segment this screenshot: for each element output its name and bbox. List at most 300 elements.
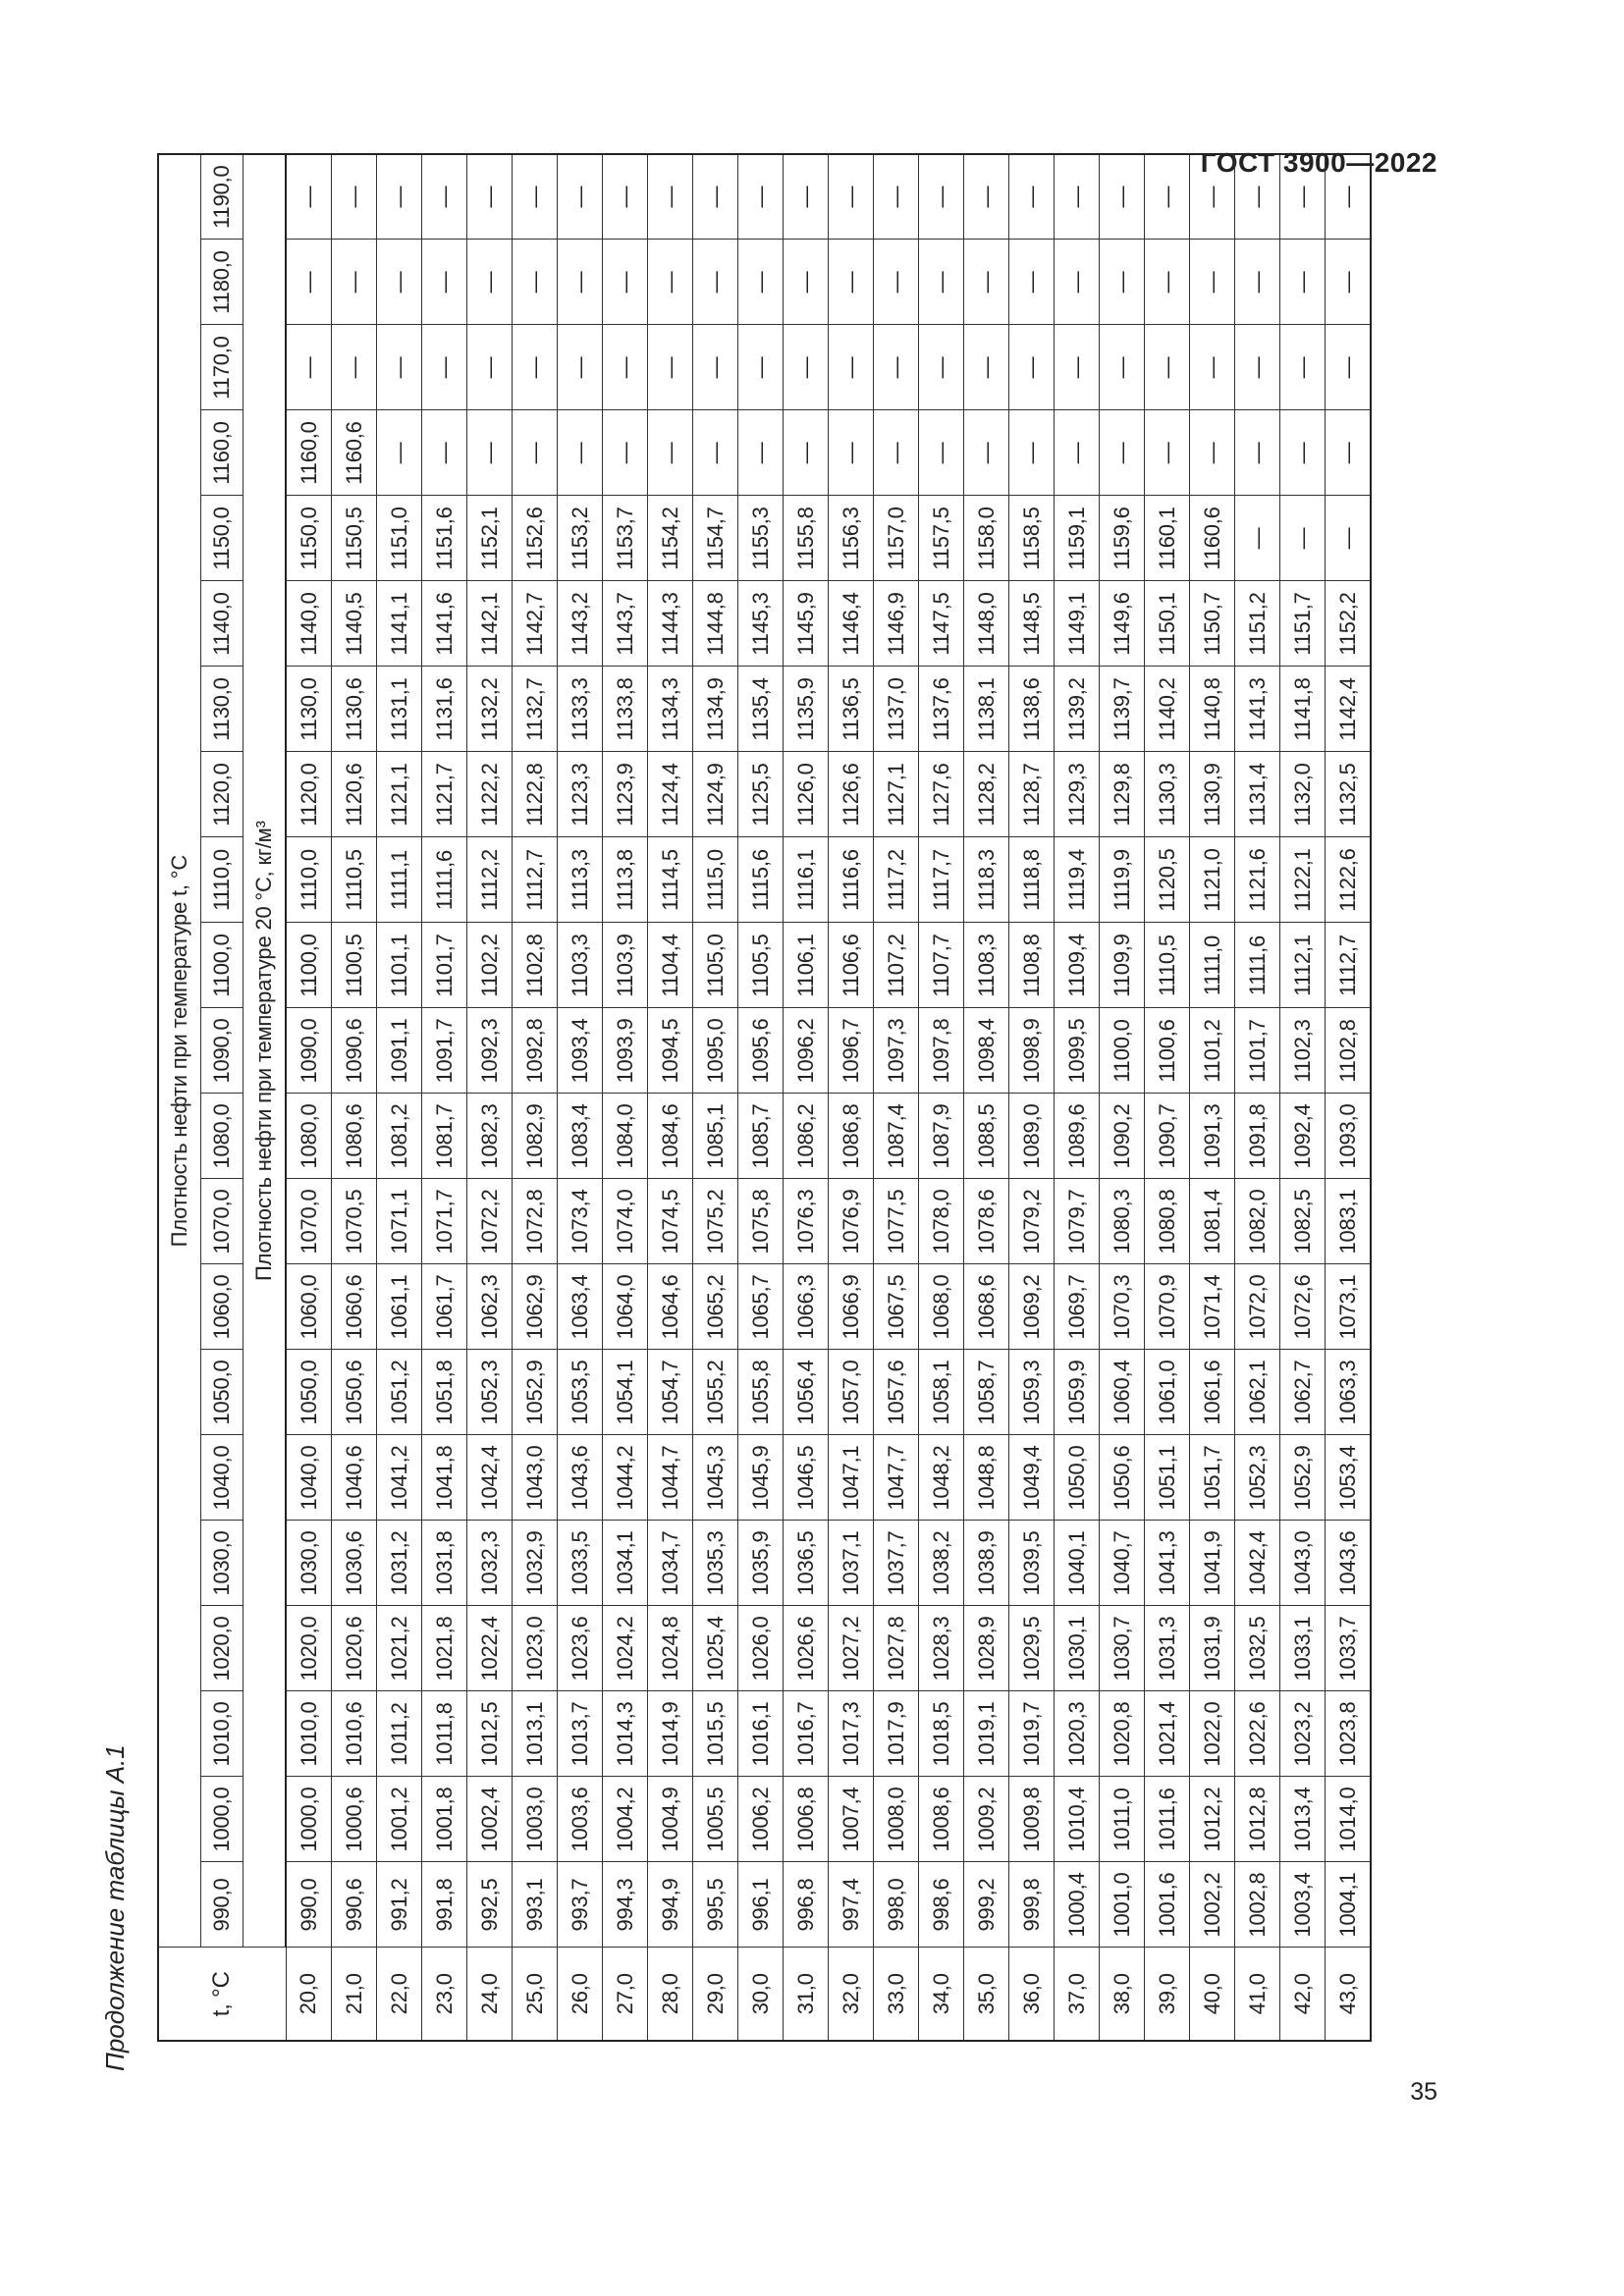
density-cell: 1106,6 <box>829 923 874 1008</box>
density-cell: — <box>422 154 467 240</box>
density-cell: 1153,7 <box>603 496 648 581</box>
density-cell: 1040,7 <box>1100 1521 1145 1606</box>
density-cell: 1063,4 <box>558 1264 603 1350</box>
density-cell: — <box>377 410 422 496</box>
density-cell: 1138,1 <box>964 667 1009 752</box>
density-cell: 1116,1 <box>784 837 829 923</box>
density-cell: — <box>919 240 964 325</box>
density-cell: 1070,3 <box>1100 1264 1145 1350</box>
density-cell: 1013,1 <box>513 1691 558 1777</box>
density-cell: 1079,2 <box>1009 1179 1055 1264</box>
density-cell: — <box>1235 240 1280 325</box>
density-cell: 1134,9 <box>693 667 738 752</box>
density-cell: 1141,6 <box>422 581 467 667</box>
density-cell: 1062,9 <box>513 1264 558 1350</box>
density-column-header: 1010,0 <box>201 1691 244 1777</box>
density-cell: 1151,7 <box>1280 581 1326 667</box>
density-cell: 1040,1 <box>1055 1521 1100 1606</box>
density-cell: — <box>286 154 332 240</box>
density-cell: — <box>1055 154 1100 240</box>
density-cell: 1139,2 <box>1055 667 1100 752</box>
density-cell: 1150,1 <box>1145 581 1190 667</box>
density-cell: — <box>648 410 693 496</box>
density-cell: — <box>1235 496 1280 581</box>
density-cell: — <box>1326 496 1372 581</box>
density-cell: — <box>1009 325 1055 410</box>
density-cell: 1059,9 <box>1055 1350 1100 1435</box>
density-cell: 1105,5 <box>738 923 784 1008</box>
density-cell: 1154,7 <box>693 496 738 581</box>
density-cell: — <box>784 410 829 496</box>
density-cell: 1023,2 <box>1280 1691 1326 1777</box>
density-cell: — <box>558 240 603 325</box>
density-cell: — <box>919 154 964 240</box>
density-cell: 1127,1 <box>874 752 919 837</box>
density-cell: 1041,8 <box>422 1435 467 1521</box>
density-cell: 1015,5 <box>693 1691 738 1777</box>
density-cell: — <box>964 325 1009 410</box>
density-cell: — <box>1280 496 1326 581</box>
density-cell: 1031,2 <box>377 1521 422 1606</box>
density-cell: 1023,0 <box>513 1606 558 1691</box>
density-cell: 1021,4 <box>1145 1691 1190 1777</box>
density-cell: 1121,1 <box>377 752 422 837</box>
density-cell: 1061,0 <box>1145 1350 1190 1435</box>
table-row <box>738 154 784 2041</box>
density-cell: 1041,2 <box>377 1435 422 1521</box>
density-cell: 1082,5 <box>1280 1179 1326 1264</box>
density-cell: 1123,3 <box>558 752 603 837</box>
density-cell: 1104,4 <box>648 923 693 1008</box>
density-cell: 1062,1 <box>1235 1350 1280 1435</box>
density-column-header: 1070,0 <box>201 1179 244 1264</box>
density-cell: 1157,5 <box>919 496 964 581</box>
density-cell: — <box>648 325 693 410</box>
density-cell: 1037,1 <box>829 1521 874 1606</box>
density-cell: 1062,7 <box>1280 1350 1326 1435</box>
density-cell: 1012,8 <box>1235 1777 1280 1862</box>
density-cell: 1028,3 <box>919 1606 964 1691</box>
density-cell: 1066,3 <box>784 1264 829 1350</box>
table-row <box>784 154 829 2041</box>
density-cell: 1041,3 <box>1145 1521 1190 1606</box>
density-cell: 1157,0 <box>874 496 919 581</box>
density-cell: 1137,0 <box>874 667 919 752</box>
density-cell: 1049,4 <box>1009 1435 1055 1521</box>
density-column-header: 1090,0 <box>201 1008 244 1094</box>
density-cell: 1146,9 <box>874 581 919 667</box>
density-cell: 1010,6 <box>332 1691 377 1777</box>
density-cell: 1106,1 <box>784 923 829 1008</box>
density-cell: 1010,4 <box>1055 1777 1100 1862</box>
density-cell: — <box>1055 240 1100 325</box>
density-cell: 1076,9 <box>829 1179 874 1264</box>
density-cell: 1110,5 <box>1145 923 1190 1008</box>
density-cell: 1093,0 <box>1326 1094 1372 1179</box>
density-cell: — <box>738 410 784 496</box>
density-cell: 1113,3 <box>558 837 603 923</box>
density-cell: 998,6 <box>919 1862 964 1948</box>
table-row <box>874 154 919 2041</box>
table-row <box>1145 154 1190 2041</box>
density-cell: 1137,6 <box>919 667 964 752</box>
density-cell: 1121,0 <box>1190 837 1235 923</box>
density-cell: — <box>332 325 377 410</box>
density-cell: — <box>829 154 874 240</box>
density-cell: 1051,8 <box>422 1350 467 1435</box>
density-cell: 1043,6 <box>558 1435 603 1521</box>
density-cell: 1020,0 <box>286 1606 332 1691</box>
density-cell: 1075,2 <box>693 1179 738 1264</box>
temperature-cell: 38,0 <box>1100 1948 1145 2041</box>
density-cell: — <box>1145 410 1190 496</box>
density-cell: 1117,7 <box>919 837 964 923</box>
density-cell: 996,8 <box>784 1862 829 1948</box>
density-cell: 1141,1 <box>377 581 422 667</box>
density-cell: 1002,2 <box>1190 1862 1235 1948</box>
density-cell: — <box>286 240 332 325</box>
density-cell: 1128,7 <box>1009 752 1055 837</box>
density-cell: 1118,8 <box>1009 837 1055 923</box>
density-cell: 1008,6 <box>919 1777 964 1862</box>
temperature-cell: 21,0 <box>332 1948 377 2041</box>
density-column-header-row <box>201 154 244 2041</box>
density-cell: 1046,5 <box>784 1435 829 1521</box>
density-cell: 1030,0 <box>286 1521 332 1606</box>
density-cell: 1053,4 <box>1326 1435 1372 1521</box>
density-cell: 1102,2 <box>467 923 513 1008</box>
density-cell: 1108,3 <box>964 923 1009 1008</box>
density-cell: 1050,6 <box>1100 1435 1145 1521</box>
density-cell: — <box>332 154 377 240</box>
density-cell: 1034,7 <box>648 1521 693 1606</box>
density-cell: 992,5 <box>467 1862 513 1948</box>
density-cell: 1071,7 <box>422 1179 467 1264</box>
density-cell: 1110,0 <box>286 837 332 923</box>
density-cell: 1112,1 <box>1280 923 1326 1008</box>
density-cell: 1000,0 <box>286 1777 332 1862</box>
density-cell: — <box>1145 325 1190 410</box>
density-cell: 1011,8 <box>422 1691 467 1777</box>
table-row <box>422 154 467 2041</box>
density-cell: 1001,6 <box>1145 1862 1190 1948</box>
density-cell: 1142,1 <box>467 581 513 667</box>
t-column-header: t, °C <box>158 1948 286 2041</box>
density-cell: 1041,9 <box>1190 1521 1235 1606</box>
density-cell: — <box>467 240 513 325</box>
density-cell: 1070,5 <box>332 1179 377 1264</box>
density-cell: — <box>1145 240 1190 325</box>
density-cell: — <box>784 154 829 240</box>
density-cell: 1042,4 <box>1235 1521 1280 1606</box>
density-cell: 1098,9 <box>1009 1008 1055 1094</box>
density-cell: — <box>829 240 874 325</box>
density-cell: 1058,1 <box>919 1350 964 1435</box>
density-cell: 990,6 <box>332 1862 377 1948</box>
density-cell: — <box>1190 154 1235 240</box>
density-cell: 1080,3 <box>1100 1179 1145 1264</box>
density-cell: 997,4 <box>829 1862 874 1948</box>
density-cell: 1159,1 <box>1055 496 1100 581</box>
density-cell: 1023,8 <box>1326 1691 1372 1777</box>
density-cell: 1018,5 <box>919 1691 964 1777</box>
temperature-cell: 33,0 <box>874 1948 919 2041</box>
document-code: ГОСТ 3900—2022 <box>1200 147 1437 178</box>
density-cell: 1044,7 <box>648 1435 693 1521</box>
density-cell: 1122,8 <box>513 752 558 837</box>
density-cell: 1081,7 <box>422 1094 467 1179</box>
density-cell: 1091,3 <box>1190 1094 1235 1179</box>
density-cell: 999,2 <box>964 1862 1009 1948</box>
density-cell: 1009,2 <box>964 1777 1009 1862</box>
density-cell: — <box>1326 325 1372 410</box>
table-row <box>377 154 422 2041</box>
temperature-cell: 41,0 <box>1235 1948 1280 2041</box>
density-cell: — <box>648 154 693 240</box>
density-cell: 1114,5 <box>648 837 693 923</box>
density-cell: 1092,3 <box>467 1008 513 1094</box>
density-cell: 1122,1 <box>1280 837 1326 923</box>
density-cell: — <box>829 410 874 496</box>
density-cell: 1021,8 <box>422 1606 467 1691</box>
density-cell: 1050,0 <box>1055 1435 1100 1521</box>
density-cell: 1001,2 <box>377 1777 422 1862</box>
density-cell: 1096,7 <box>829 1008 874 1094</box>
density-cell: — <box>964 240 1009 325</box>
density-cell: 1022,0 <box>1190 1691 1235 1777</box>
density-cell: 1122,2 <box>467 752 513 837</box>
density-cell: 1002,4 <box>467 1777 513 1862</box>
density-cell: 1090,2 <box>1100 1094 1145 1179</box>
density-cell: 1043,0 <box>1280 1521 1326 1606</box>
density-cell: 1038,2 <box>919 1521 964 1606</box>
table-row <box>1280 154 1326 2041</box>
table-row <box>1009 154 1055 2041</box>
density-cell: — <box>422 410 467 496</box>
density-cell: 1031,9 <box>1190 1606 1235 1691</box>
density-cell: 1004,1 <box>1326 1862 1372 1948</box>
density-cell: 1156,3 <box>829 496 874 581</box>
density-cell: 1073,4 <box>558 1179 603 1264</box>
density-cell: 1092,8 <box>513 1008 558 1094</box>
table-row <box>467 154 513 2041</box>
density-cell: 1073,1 <box>1326 1264 1372 1350</box>
density-cell: 1148,5 <box>1009 581 1055 667</box>
density-cell: 1060,4 <box>1100 1350 1145 1435</box>
density-cell: 1090,7 <box>1145 1094 1190 1179</box>
density-cell: — <box>693 410 738 496</box>
density-cell: 1063,3 <box>1326 1350 1372 1435</box>
density-cell: 990,0 <box>286 1862 332 1948</box>
density-cell: 1140,0 <box>286 581 332 667</box>
table-row <box>1055 154 1100 2041</box>
density-cell: 1111,0 <box>1190 923 1235 1008</box>
density-cell: 995,5 <box>693 1862 738 1948</box>
density-cell: 1160,6 <box>332 410 377 496</box>
density-column-header: 1020,0 <box>201 1606 244 1691</box>
density-cell: — <box>513 325 558 410</box>
density-cell: 1111,6 <box>422 837 467 923</box>
density-cell: 1084,6 <box>648 1094 693 1179</box>
density-cell: 1150,0 <box>286 496 332 581</box>
temperature-cell: 27,0 <box>603 1948 648 2041</box>
density-cell: 1027,8 <box>874 1606 919 1691</box>
density-cell: 1105,0 <box>693 923 738 1008</box>
density-column-header: 1140,0 <box>201 581 244 667</box>
density-column-header: 1080,0 <box>201 1094 244 1179</box>
density-cell: 1110,5 <box>332 837 377 923</box>
density-cell: 1082,9 <box>513 1094 558 1179</box>
density-cell: 1132,2 <box>467 667 513 752</box>
density-cell: 993,1 <box>513 1862 558 1948</box>
density-cell: — <box>1326 154 1372 240</box>
density-cell: 1034,1 <box>603 1521 648 1606</box>
density-cell: 1124,4 <box>648 752 693 837</box>
density-cell: 1107,2 <box>874 923 919 1008</box>
density-cell: 1009,8 <box>1009 1777 1055 1862</box>
density-cell: 1072,2 <box>467 1179 513 1264</box>
density-cell: — <box>513 410 558 496</box>
density-cell: 1048,8 <box>964 1435 1009 1521</box>
density-cell: 1033,1 <box>1280 1606 1326 1691</box>
table-row <box>513 154 558 2041</box>
density-cell: 1003,6 <box>558 1777 603 1862</box>
density-cell: 1031,8 <box>422 1521 467 1606</box>
density-cell: 1005,5 <box>693 1777 738 1862</box>
density-cell: 1030,7 <box>1100 1606 1145 1691</box>
density-cell: — <box>422 240 467 325</box>
density-cell: 1030,1 <box>1055 1606 1100 1691</box>
density-cell: 1059,3 <box>1009 1350 1055 1435</box>
density-cell: 1142,4 <box>1326 667 1372 752</box>
density-cell: 1089,0 <box>1009 1094 1055 1179</box>
density-cell: 1081,2 <box>377 1094 422 1179</box>
density-cell: 1150,7 <box>1190 581 1235 667</box>
density-cell: 1053,5 <box>558 1350 603 1435</box>
density-cell: — <box>919 325 964 410</box>
density-cell: 1117,2 <box>874 837 919 923</box>
density-cell: 1069,2 <box>1009 1264 1055 1350</box>
density-cell: 1145,3 <box>738 581 784 667</box>
density-cell: 1107,7 <box>919 923 964 1008</box>
density-cell: — <box>513 240 558 325</box>
density-cell: 1020,6 <box>332 1606 377 1691</box>
density-cell: 1091,7 <box>422 1008 467 1094</box>
density-cell: 1066,9 <box>829 1264 874 1350</box>
temperature-cell: 28,0 <box>648 1948 693 2041</box>
density-cell: 1099,5 <box>1055 1008 1100 1094</box>
density-cell: — <box>467 154 513 240</box>
density-table <box>157 153 1372 2042</box>
density-cell: — <box>467 325 513 410</box>
density-cell: 1007,4 <box>829 1777 874 1862</box>
density-cell: 1144,3 <box>648 581 693 667</box>
density-cell: 991,8 <box>422 1862 467 1948</box>
density-cell: — <box>558 325 603 410</box>
density-cell: 1080,8 <box>1145 1179 1190 1264</box>
density-cell: 1035,3 <box>693 1521 738 1606</box>
density-cell: 1020,3 <box>1055 1691 1100 1777</box>
density-cell: 1032,9 <box>513 1521 558 1606</box>
density-cell: 1085,1 <box>693 1094 738 1179</box>
density-cell: 1045,9 <box>738 1435 784 1521</box>
temperature-cell: 42,0 <box>1280 1948 1326 2041</box>
density-column-header: 1000,0 <box>201 1777 244 1862</box>
temperature-cell: 39,0 <box>1145 1948 1190 2041</box>
density-cell: 1052,9 <box>1280 1435 1326 1521</box>
density-cell: 1037,7 <box>874 1521 919 1606</box>
density-cell: 1035,9 <box>738 1521 784 1606</box>
density-cell: 1016,7 <box>784 1691 829 1777</box>
density-cell: — <box>1280 410 1326 496</box>
density-cell: 1151,6 <box>422 496 467 581</box>
density-cell: — <box>784 325 829 410</box>
density-cell: 1065,7 <box>738 1264 784 1350</box>
density-cell: 1092,4 <box>1280 1094 1326 1179</box>
density-cell: 1103,9 <box>603 923 648 1008</box>
density-cell: 1028,9 <box>964 1606 1009 1691</box>
density-cell: 1112,7 <box>1326 923 1372 1008</box>
density-cell: — <box>874 410 919 496</box>
density-cell: — <box>1190 240 1235 325</box>
density-cell: 1024,8 <box>648 1606 693 1691</box>
density-cell: 1126,0 <box>784 752 829 837</box>
density-cell: 1074,0 <box>603 1179 648 1264</box>
density-cell: 1100,6 <box>1145 1008 1190 1094</box>
density-cell: 1001,0 <box>1100 1862 1145 1948</box>
density-cell: 1123,9 <box>603 752 648 837</box>
temperature-cell: 22,0 <box>377 1948 422 2041</box>
density-cell: 1131,6 <box>422 667 467 752</box>
temperature-cell: 26,0 <box>558 1948 603 2041</box>
density-cell: 1029,5 <box>1009 1606 1055 1691</box>
density-column-header: 1190,0 <box>201 154 244 240</box>
density-cell: — <box>919 410 964 496</box>
density-cell: 1052,9 <box>513 1350 558 1435</box>
density-cell: 1093,4 <box>558 1008 603 1094</box>
density-cell: 1155,3 <box>738 496 784 581</box>
density-cell: 1012,5 <box>467 1691 513 1777</box>
density-cell: 1136,5 <box>829 667 874 752</box>
density-cell: 1088,5 <box>964 1094 1009 1179</box>
density-cell: — <box>377 240 422 325</box>
density-cell: 1089,6 <box>1055 1094 1100 1179</box>
density-cell: 1019,7 <box>1009 1691 1055 1777</box>
density-cell: 1150,5 <box>332 496 377 581</box>
density-cell: 1068,6 <box>964 1264 1009 1350</box>
density-cell: 1017,3 <box>829 1691 874 1777</box>
density-cell: 1023,6 <box>558 1606 603 1691</box>
density-cell: 1135,9 <box>784 667 829 752</box>
density-cell: 1087,9 <box>919 1094 964 1179</box>
temperature-cell: 35,0 <box>964 1948 1009 2041</box>
density-cell: 1064,0 <box>603 1264 648 1350</box>
density-cell: 1153,2 <box>558 496 603 581</box>
density-cell: 1058,7 <box>964 1350 1009 1435</box>
density-cell: 1119,9 <box>1100 837 1145 923</box>
density-cell: 1061,6 <box>1190 1350 1235 1435</box>
density-cell: 1142,7 <box>513 581 558 667</box>
density-cell: — <box>648 240 693 325</box>
density-cell: 1057,6 <box>874 1350 919 1435</box>
density-cell: 1045,3 <box>693 1435 738 1521</box>
table-row <box>964 154 1009 2041</box>
density-cell: 1141,3 <box>1235 667 1280 752</box>
density-cell: 1078,6 <box>964 1179 1009 1264</box>
density-cell: — <box>558 154 603 240</box>
density-cell: 1083,1 <box>1326 1179 1372 1264</box>
table-row <box>1100 154 1145 2041</box>
